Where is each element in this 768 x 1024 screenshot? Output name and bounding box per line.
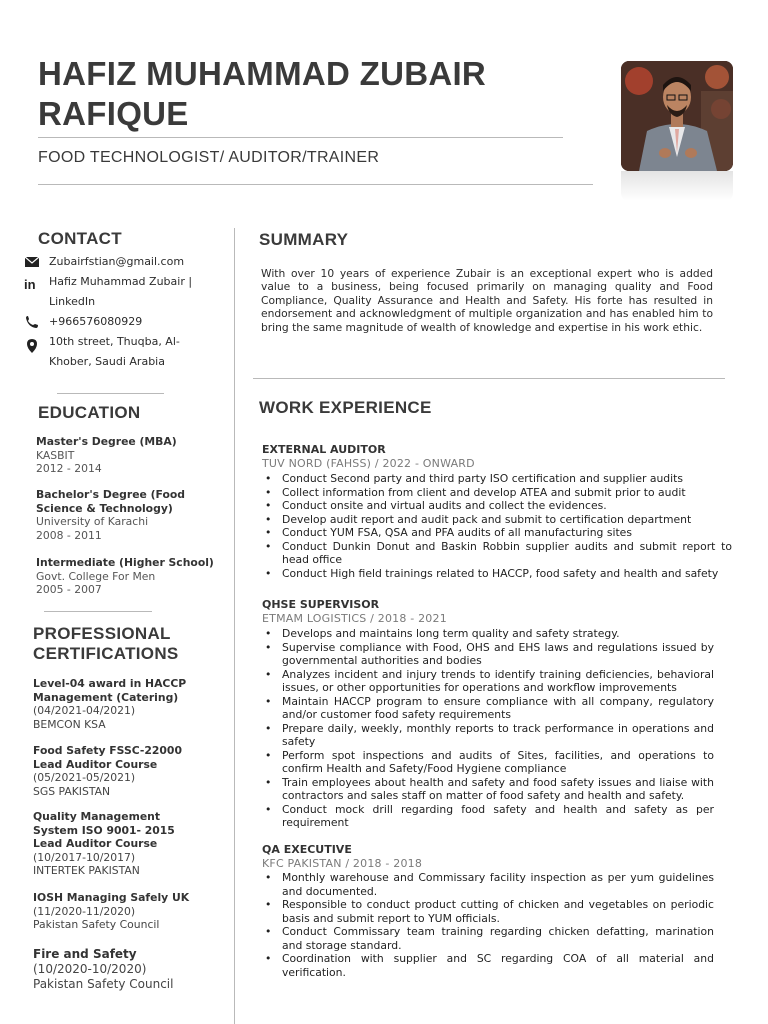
list-item: • Coordination with supplier and SC regarding COA of all material and verification. bbox=[262, 952, 714, 979]
role-divider bbox=[38, 184, 593, 185]
certification-item bbox=[33, 891, 223, 932]
certification-item bbox=[33, 947, 223, 992]
list-item: • Analyzes incident and injury trends to identify training deficiencies, behavioral issues, or other opportunities for operations and workflow improvements bbox=[262, 668, 714, 695]
certification-name: Fire and Safety bbox=[33, 947, 137, 961]
education-item bbox=[36, 556, 226, 597]
certification-dates: (05/2021-05/2021) bbox=[33, 771, 136, 784]
summary-divider bbox=[253, 378, 725, 379]
certification-item bbox=[33, 677, 223, 731]
certification-item bbox=[33, 744, 223, 798]
candidate-name: HAFIZ MUHAMMAD ZUBAIR RAFIQUE bbox=[38, 55, 487, 132]
certification-name: Level-04 award in HACCP Management (Catering) bbox=[33, 677, 187, 704]
candidate-role: FOOD TECHNOLOGIST/ AUDITOR/TRAINER bbox=[38, 149, 380, 166]
summary-heading: SUMMARY bbox=[259, 230, 349, 249]
linkedin-icon bbox=[24, 277, 42, 293]
job-title: QHSE SUPERVISOR bbox=[262, 598, 380, 611]
certification-name: Food Safety FSSC-22000 Lead Auditor Course bbox=[33, 744, 182, 771]
certification-name: IOSH Managing Safely UK bbox=[33, 891, 190, 904]
location-pin-icon bbox=[24, 338, 42, 354]
certification-issuer: INTERTEK PAKISTAN bbox=[33, 864, 140, 877]
envelope-icon bbox=[24, 255, 42, 271]
summary-text: With over 10 years of experience Zubair is an exceptional expert who is added value to a business, being focused primarily on managing quality and Food Compliance, Quality Assurance and Health and Safety. His forte has resulted in endorsement and acknowledgment of multiple organization and has enabled him to bring the same magnitude of wealth of knowledge and expertise in his work ethic. bbox=[261, 267, 713, 334]
education-divider bbox=[44, 611, 152, 612]
education-school: Govt. College For Men bbox=[36, 569, 156, 583]
education-years: 2005 - 2007 bbox=[36, 583, 102, 596]
contact-address-text: 10th street, Thuqba, Al-Khober, Saudi Arabia bbox=[49, 335, 180, 368]
contact-heading: CONTACT bbox=[38, 229, 122, 248]
list-item: • Conduct Second party and third party ISO certification and supplier audits bbox=[262, 472, 732, 486]
education-years: 2012 - 2014 bbox=[36, 462, 102, 475]
education-degree: Intermediate (Higher School) bbox=[36, 556, 214, 569]
list-item: • Prepare daily, weekly, monthly reports to track performance in operations and safety bbox=[262, 722, 714, 749]
certification-item bbox=[33, 810, 223, 878]
education-degree: Master's Degree (MBA) bbox=[36, 435, 177, 448]
job-title: QA EXECUTIVE bbox=[262, 843, 352, 856]
job-organization: TUV NORD (FAHSS) / 2022 - ONWARD bbox=[262, 457, 475, 470]
certification-issuer: Pakistan Safety Council bbox=[33, 977, 174, 991]
education-heading: EDUCATION bbox=[38, 403, 141, 422]
list-item: • Develops and maintains long term quality and safety strategy. bbox=[262, 627, 714, 641]
job-organization: KFC PAKISTAN / 2018 - 2018 bbox=[262, 857, 423, 870]
contact-email-text: Zubairfstian@gmail.com bbox=[49, 255, 185, 268]
list-item: • Monthly warehouse and Commissary facility inspection as per yum guidelines and documented. bbox=[262, 871, 714, 898]
education-degree: Bachelor's Degree (Food Science & Technology) bbox=[36, 488, 186, 515]
column-divider bbox=[234, 228, 235, 1024]
certification-dates: (04/2021-04/2021) bbox=[33, 704, 136, 717]
photo-reflection bbox=[621, 171, 733, 201]
svg-text:in: in bbox=[24, 277, 36, 291]
list-item: • Conduct mock drill regarding food safety and health and safety as per requirement bbox=[262, 803, 714, 830]
certification-dates: (11/2020-11/2020) bbox=[33, 904, 136, 918]
list-item: • Conduct High field trainings related to HACCP, food safety and health and safety bbox=[262, 567, 732, 581]
job-bullets bbox=[262, 871, 714, 979]
profile-photo bbox=[621, 61, 733, 171]
list-item: • Conduct Dunkin Donut and Baskin Robbin supplier audits and submit report to head office bbox=[262, 540, 732, 567]
job-bullets bbox=[262, 472, 732, 580]
education-item bbox=[36, 488, 226, 542]
phone-icon bbox=[24, 315, 42, 331]
certification-dates: (10/2020-10/2020) bbox=[33, 962, 147, 976]
list-item: • Maintain HACCP program to ensure compliance with all company, regulatory and/or customer food safety requirements bbox=[262, 695, 714, 722]
list-item: • Supervise compliance with Food, OHS and EHS laws and regulations issued by governmental authorities and bodies bbox=[262, 641, 714, 668]
certification-issuer: Pakistan Safety Council bbox=[33, 918, 160, 931]
certifications-heading: PROFESSIONAL CERTIFICATIONS bbox=[33, 624, 179, 663]
certification-name: Quality Management System ISO 9001- 2015 Lead Auditor Course bbox=[33, 810, 175, 850]
list-item: • Responsible to conduct product cutting of chicken and vegetables on periodic basis and submit report to YUM officials. bbox=[262, 898, 714, 925]
certification-issuer: SGS PAKISTAN bbox=[33, 784, 111, 798]
contact-linkedin-text: Hafiz Muhammad Zubair | LinkedIn bbox=[49, 275, 193, 308]
job-bullets bbox=[262, 627, 714, 830]
education-school: KASBIT bbox=[36, 448, 75, 462]
education-years: 2008 - 2011 bbox=[36, 528, 102, 542]
list-item: • Conduct onsite and virtual audits and collect the evidences. bbox=[262, 499, 732, 513]
list-item: • Conduct YUM FSA, QSA and PFA audits of all manufacturing sites bbox=[262, 526, 732, 540]
job-organization: ETMAM LOGISTICS / 2018 - 2021 bbox=[262, 612, 447, 625]
experience-heading: WORK EXPERIENCE bbox=[259, 398, 432, 417]
education-item bbox=[36, 435, 226, 476]
list-item: • Conduct Commissary team training regarding chicken defatting, marination and storage standard. bbox=[262, 925, 714, 952]
list-item: • Train employees about health and safety and food safety issues and liaise with contractors and sales staff on matter of food safety and health and safety. bbox=[262, 776, 714, 803]
list-item: • Collect information from client and develop ATEA and submit prior to audit bbox=[262, 486, 732, 500]
header-divider bbox=[38, 137, 563, 138]
job-title: EXTERNAL AUDITOR bbox=[262, 443, 386, 456]
contact-divider bbox=[57, 393, 164, 394]
list-item: • Develop audit report and audit pack and submit to certification department bbox=[262, 513, 732, 527]
certification-dates: (10/2017-10/2017) bbox=[33, 850, 136, 864]
certification-issuer: BEMCON KSA bbox=[33, 717, 106, 731]
contact-phone-text: +966576080929 bbox=[49, 315, 143, 328]
education-school: University of Karachi bbox=[36, 515, 149, 528]
list-item: • Perform spot inspections and audits of Sites, facilities, and operations to confirm Health and Safety/Food Hygiene compliance bbox=[262, 749, 714, 776]
